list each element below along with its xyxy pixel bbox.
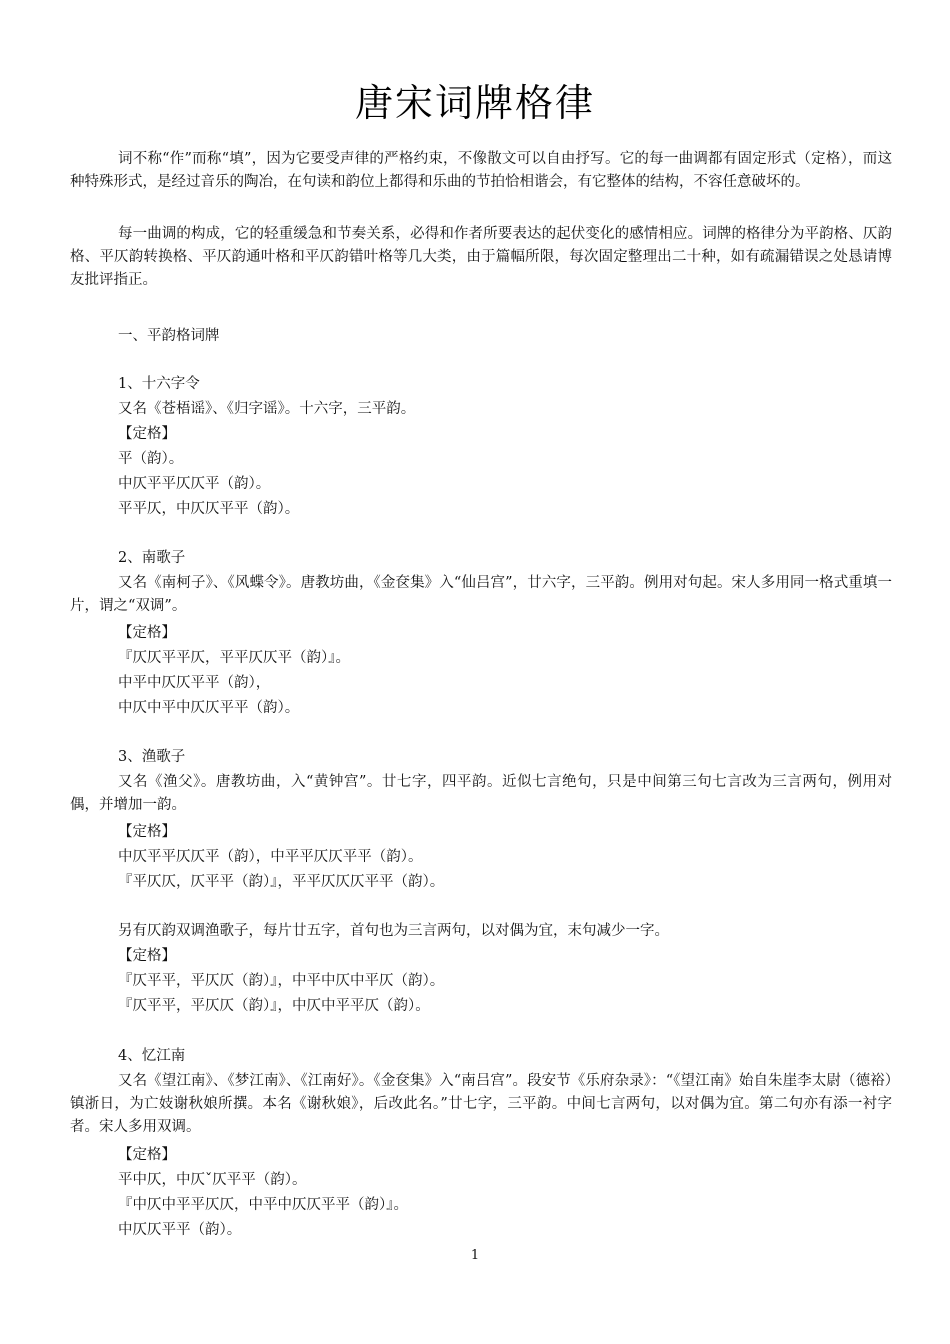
entry-description: 又名《望江南》、《梦江南》、《江南好》。《金奁集》入“南吕宫”。段安节《乐府杂录》：“《望江南》始自朱崖李太尉（德裕）镇浙日，为亡妓谢秋娘所撰。本名《谢秋娘》，后改此名。”廿七字，三平韵。中间七言两句，以对偶为宜。第二句亦有添一衬字者。宋人多用双调。 — [70, 1073, 892, 1135]
pattern-label: 【定格】 — [118, 1147, 176, 1163]
pattern-line: 『仄平平，平仄仄（韵）』，中平中仄中平仄（韵）。 — [118, 973, 445, 989]
pattern-line: 中仄仄平平（韵）。 — [118, 1222, 242, 1238]
pattern-line: 平平仄，中仄仄平平（韵）。 — [118, 501, 300, 517]
entry-heading: 4、忆江南 — [118, 1048, 186, 1064]
entry-heading: 2、南歌子 — [118, 550, 186, 566]
entry-heading: 1、十六字令 — [118, 376, 200, 392]
pattern-line: 中平中仄仄平平（韵）， — [118, 675, 271, 691]
entry-description: 又名《苍梧谣》、《归字谣》。十六字，三平韵。 — [118, 401, 416, 417]
entry-description: 又名《南柯子》、《风蝶令》。唐教坊曲，《金奁集》入“仙吕宫”，廿六字，三平韵。例用对句起。宋人多用同一格式重填一片，谓之“双调”。 — [70, 575, 892, 614]
pattern-line: 『仄平平，平仄仄（韵）』，中仄中平平仄（韵）。 — [118, 998, 430, 1014]
pattern-line: 中仄中平中仄仄平平（韵）。 — [118, 700, 300, 716]
document-title: 唐宋词牌格律 — [354, 81, 595, 125]
intro-paragraph-2: 每一曲调的构成，它的轻重缓急和节奏关系，必得和作者所要表达的起伏变化的感情相应。词牌的格律分为平韵格、仄韵格、平仄韵转换格、平仄韵通叶格和平仄韵错叶格等几大类，由于篇幅所限，每次固定整理出二十种，如有疏漏错误之处恳请博友批评指正。 — [70, 226, 892, 288]
pattern-label: 【定格】 — [118, 948, 176, 964]
pattern-line: 『平仄仄，仄平平（韵）』，平平仄仄仄平平（韵）。 — [118, 874, 445, 890]
page-number: 1 — [470, 1248, 480, 1263]
pattern-line: 平（韵）。 — [118, 451, 184, 467]
pattern-line: 平中仄，中仄ˇ仄平平（韵）。 — [118, 1172, 307, 1188]
pattern-line: 中仄平平仄仄平（韵），中平平仄仄平平（韵）。 — [118, 849, 423, 865]
pattern-label: 【定格】 — [118, 625, 176, 641]
entry-description: 又名《渔父》。唐教坊曲，入“黄钟宫”。廿七字，四平韵。近似七言绝句，只是中间第三句七言改为三言两句，例用对偶，并增加一韵。 — [70, 774, 892, 813]
pattern-line: 中仄平平仄仄平（韵）。 — [118, 476, 271, 492]
pattern-label: 【定格】 — [118, 426, 176, 442]
section-heading: 一、平韵格词牌 — [118, 328, 220, 344]
intro-paragraph-1: 词不称“作”而称“填”，因为它要受声律的严格约束，不像散文可以自由抒写。它的每一曲调都有固定形式（定格），而这种特殊形式，是经过音乐的陶冶，在句读和韵位上都得和乐曲的节拍恰相谐会，有它整体的结构，不容任意破坏的。 — [70, 151, 892, 190]
variant-description: 另有仄韵双调渔歌子，每片廿五字，首句也为三言两句，以对偶为宜，末句减少一字。 — [118, 923, 669, 939]
entry-heading: 3、渔歌子 — [118, 749, 186, 765]
pattern-line: 『仄仄平平仄，平平仄仄平（韵）』。 — [118, 650, 350, 666]
pattern-line: 『中仄中平平仄仄，中平中仄仄平平（韵）』。 — [118, 1197, 408, 1213]
pattern-label: 【定格】 — [118, 824, 176, 840]
